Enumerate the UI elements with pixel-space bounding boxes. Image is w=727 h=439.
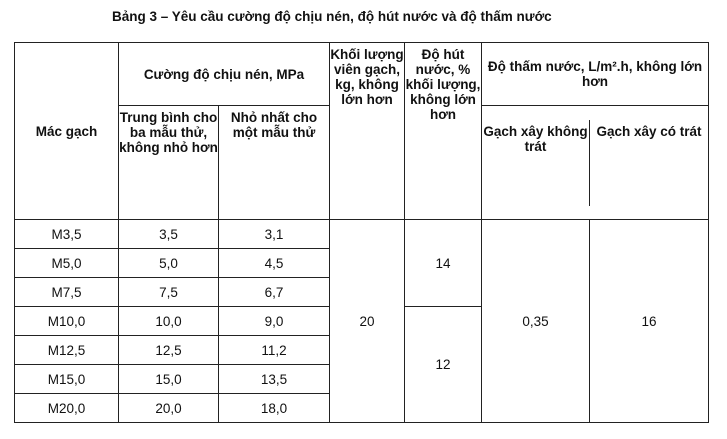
header-do-tham: Độ thấm nước, L/m².h, không lớn hơn xyxy=(482,43,709,106)
cell-trung-binh: 10,0 xyxy=(119,307,219,336)
requirements-table xyxy=(14,42,709,423)
cell-mac: M3,5 xyxy=(15,220,119,249)
cell-trung-binh: 15,0 xyxy=(119,365,219,394)
cell-nho-nhat: 4,5 xyxy=(219,249,330,278)
cell-trung-binh: 3,5 xyxy=(119,220,219,249)
header-do-hut: Độ hút nước, % khối lượng, không lớn hơn xyxy=(405,43,482,220)
cell-khong-trat: 0,35 xyxy=(482,220,590,423)
cell-mac: M10,0 xyxy=(15,307,119,336)
table-caption: Bảng 3 – Yêu cầu cường độ chịu nén, độ hút nước và độ thấm nước xyxy=(112,9,552,24)
cell-trung-binh: 20,0 xyxy=(119,394,219,423)
cell-trung-binh: 5,0 xyxy=(119,249,219,278)
cell-mac: M15,0 xyxy=(15,365,119,394)
header-khong-trat: Gạch xây không trát xyxy=(482,120,590,206)
cell-nho-nhat: 6,7 xyxy=(219,278,330,307)
cell-do-hut-b: 12 xyxy=(405,307,482,423)
subheader-table xyxy=(482,120,708,206)
cell-do-hut-a: 14 xyxy=(405,220,482,307)
header-co-trat: Gạch xây có trát xyxy=(596,123,702,139)
cell-mac: M7,5 xyxy=(15,278,119,307)
header-mac-gach: Mác gạch xyxy=(15,43,119,220)
cell-nho-nhat: 18,0 xyxy=(219,394,330,423)
cell-co-trat: 16 xyxy=(590,220,709,423)
cell-nho-nhat: 3,1 xyxy=(219,220,330,249)
cell-mac: M20,0 xyxy=(15,394,119,423)
cell-mac: M5,0 xyxy=(15,249,119,278)
header-nho-nhat: Nhỏ nhất cho một mẫu thử xyxy=(219,106,330,220)
cell-nho-nhat: 9,0 xyxy=(219,307,330,336)
cell-nho-nhat: 13,5 xyxy=(219,365,330,394)
table-row xyxy=(15,220,709,249)
cell-nho-nhat: 11,2 xyxy=(219,336,330,365)
cell-mac: M12,5 xyxy=(15,336,119,365)
cell-khoi-luong: 20 xyxy=(330,220,405,423)
cell-trung-binh: 7,5 xyxy=(119,278,219,307)
header-khoi-luong: Khối lượng viên gạch, kg, không lớn hơn xyxy=(330,43,405,220)
header-cuong-do: Cường độ chịu nén, MPa xyxy=(119,43,330,106)
header-trung-binh: Trung bình cho ba mẫu thử, không nhỏ hơn xyxy=(119,106,219,220)
cell-trung-binh: 12,5 xyxy=(119,336,219,365)
